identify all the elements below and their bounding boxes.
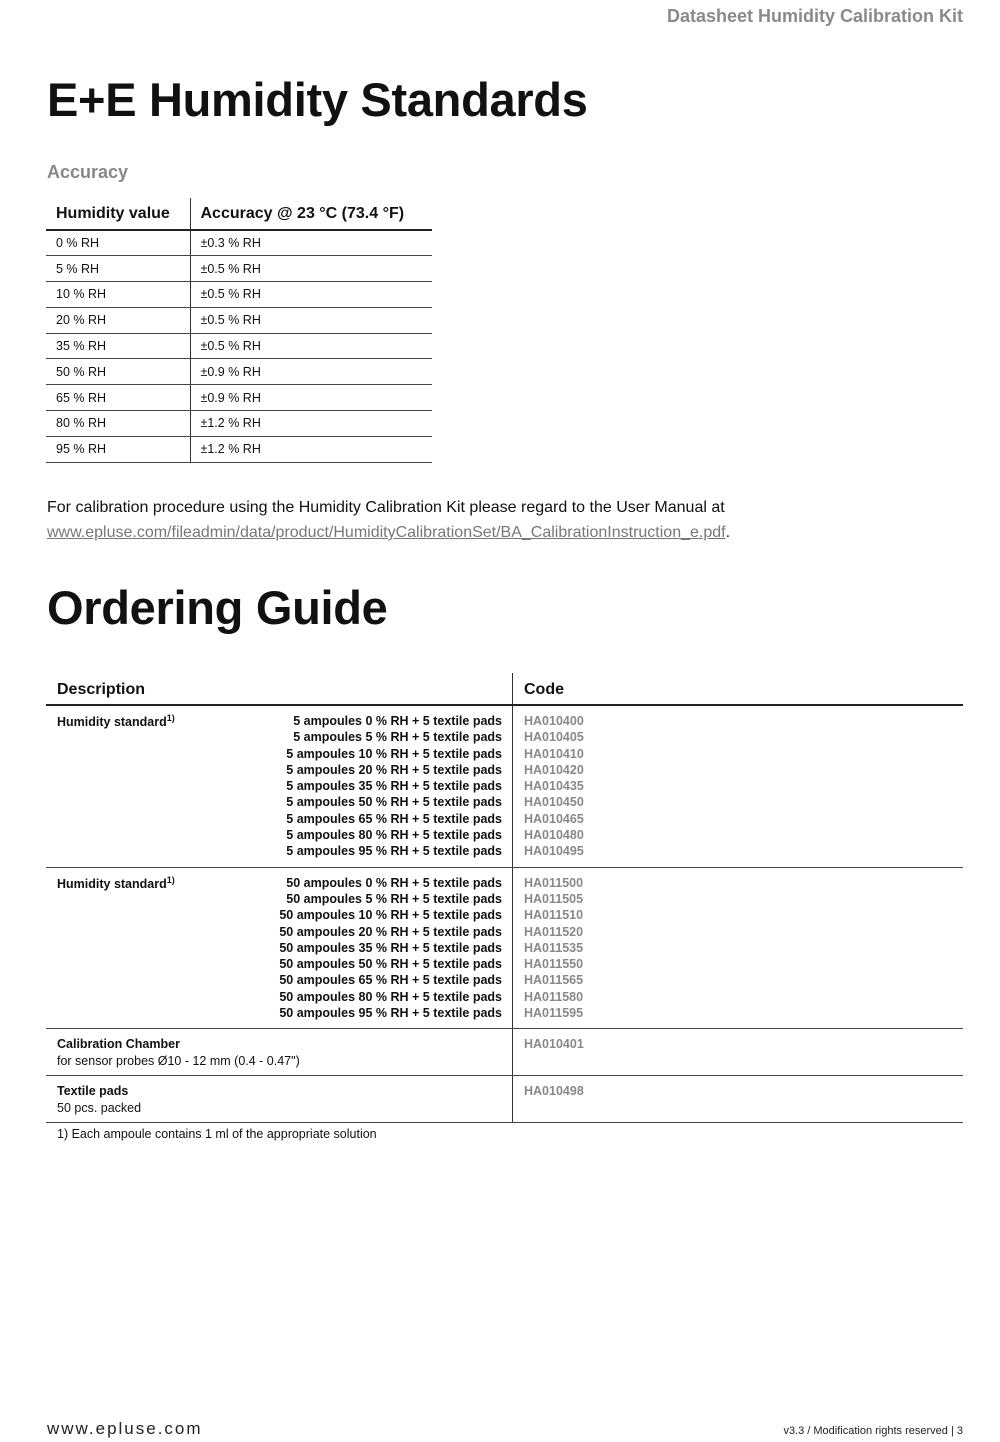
list-item: 50 ampoules 95 % RH + 5 textile pads <box>279 1006 502 1021</box>
order-code: HA011535 <box>524 940 584 955</box>
accuracy-subheading: Accuracy <box>47 162 129 182</box>
order-code: HA010450 <box>524 795 584 810</box>
order-code: HA010405 <box>524 730 584 745</box>
accuracy-cell: ±0.5 % RH <box>190 333 432 359</box>
group-label <box>57 713 175 729</box>
column-header-code: Code <box>524 681 564 698</box>
accuracy-table <box>46 198 432 463</box>
calibration-note <box>47 495 730 545</box>
humidity-value-cell: 5 % RH <box>46 256 190 282</box>
table-row <box>46 411 432 437</box>
accuracy-cell: ±0.5 % RH <box>190 307 432 333</box>
list-item: 5 ampoules 0 % RH + 5 textile pads <box>293 714 502 728</box>
humidity-value-cell: 35 % RH <box>46 333 190 359</box>
order-code: HA010420 <box>524 762 584 777</box>
accuracy-cell: ±0.5 % RH <box>190 256 432 282</box>
footer-version: v3.3 / Modification rights reserved | 3 <box>783 1425 963 1437</box>
footnote-marker: 1) <box>166 874 175 885</box>
calibration-note-text: For calibration procedure using the Humidity Calibration Kit please regard to the User Manual at <box>47 499 725 516</box>
footnote: 1) Each ampoule contains 1 ml of the appropriate solution <box>57 1127 377 1141</box>
order-code: HA010400 <box>524 714 584 728</box>
humidity-value-cell: 50 % RH <box>46 359 190 385</box>
list-item: 5 ampoules 10 % RH + 5 textile pads <box>286 746 502 761</box>
list-item: 50 ampoules 0 % RH + 5 textile pads <box>286 875 502 890</box>
pads-subtitle: 50 pcs. packed <box>57 1100 142 1115</box>
section-heading-ordering: Ordering Guide <box>47 581 388 634</box>
humidity-value-cell: 95 % RH <box>46 436 190 462</box>
order-code: HA011550 <box>524 957 584 972</box>
chamber-code: HA010401 <box>524 1037 584 1052</box>
list-item: 50 ampoules 10 % RH + 5 textile pads <box>279 908 502 923</box>
list-item: 5 ampoules 20 % RH + 5 textile pads <box>286 762 502 777</box>
column-header-description: Description <box>46 673 513 704</box>
accuracy-cell: ±0.9 % RH <box>190 385 432 411</box>
humidity-value-cell: 10 % RH <box>46 282 190 308</box>
list-item: 5 ampoules 80 % RH + 5 textile pads <box>286 828 502 843</box>
pads-code: HA010498 <box>524 1084 584 1099</box>
table-row-calibration-chamber <box>46 1029 963 1076</box>
table-row <box>46 385 432 411</box>
order-code: HA010410 <box>524 746 584 761</box>
table-row <box>46 282 432 308</box>
list-item: 50 ampoules 35 % RH + 5 textile pads <box>279 940 502 955</box>
order-code: HA011510 <box>524 908 584 923</box>
list-item: 5 ampoules 95 % RH + 5 textile pads <box>286 844 502 859</box>
table-row-humidity-standard <box>46 706 963 868</box>
list-item: 50 ampoules 65 % RH + 5 textile pads <box>279 973 502 988</box>
group-label-text: Humidity standard <box>57 715 167 730</box>
order-code: HA011505 <box>524 891 584 906</box>
list-item: 5 ampoules 50 % RH + 5 textile pads <box>286 795 502 810</box>
order-code: HA010465 <box>524 811 584 826</box>
document-header-title: Datasheet Humidity Calibration Kit <box>666 6 963 26</box>
column-header-accuracy: Accuracy @ 23 °C (73.4 °F) <box>190 198 432 230</box>
table-row-humidity-standard <box>46 868 963 1030</box>
accuracy-cell: ±1.2 % RH <box>190 436 432 462</box>
ordering-table <box>46 673 963 1123</box>
order-code: HA010435 <box>524 779 584 794</box>
table-row-textile-pads <box>46 1076 963 1123</box>
table-header-row <box>46 198 432 230</box>
footnote-marker: 1) <box>166 713 175 723</box>
list-item: 50 ampoules 50 % RH + 5 textile pads <box>279 957 502 972</box>
order-code: HA011565 <box>524 973 584 988</box>
section-heading-standards: E+E Humidity Standards <box>47 73 588 126</box>
note-end: . <box>725 524 731 541</box>
humidity-value-cell: 65 % RH <box>46 385 190 411</box>
chamber-title: Calibration Chamber <box>57 1037 180 1052</box>
list-item: 50 ampoules 80 % RH + 5 textile pads <box>279 989 502 1004</box>
list-item: 5 ampoules 5 % RH + 5 textile pads <box>293 730 502 745</box>
footer-website: www.epluse.com <box>47 1419 203 1438</box>
accuracy-cell: ±0.9 % RH <box>190 359 432 385</box>
order-code: HA011520 <box>524 924 584 939</box>
list-item: 5 ampoules 35 % RH + 5 textile pads <box>286 779 502 794</box>
accuracy-cell: ±0.3 % RH <box>190 230 432 256</box>
user-manual-link[interactable]: www.epluse.com/fileadmin/data/product/HumidityCalibrationSet/BA_CalibrationInstruction_e.pdf <box>47 524 726 541</box>
accuracy-cell: ±1.2 % RH <box>190 411 432 437</box>
group-label <box>57 875 175 891</box>
pads-title: Textile pads <box>57 1084 129 1099</box>
accuracy-cell: ±0.5 % RH <box>190 282 432 308</box>
ordering-header-row <box>46 673 963 706</box>
table-row <box>46 436 432 462</box>
table-row <box>46 230 432 256</box>
table-row <box>46 256 432 282</box>
humidity-value-cell: 20 % RH <box>46 307 190 333</box>
chamber-subtitle: for sensor probes Ø10 - 12 mm (0.4 - 0.47") <box>57 1053 300 1068</box>
group-label-text: Humidity standard <box>57 876 167 891</box>
humidity-value-cell: 0 % RH <box>46 230 190 256</box>
list-item: 50 ampoules 5 % RH + 5 textile pads <box>286 891 502 906</box>
table-row <box>46 359 432 385</box>
order-code: HA011580 <box>524 989 584 1004</box>
list-item: 50 ampoules 20 % RH + 5 textile pads <box>279 924 502 939</box>
order-code: HA011500 <box>524 875 584 890</box>
list-item: 5 ampoules 65 % RH + 5 textile pads <box>286 811 502 826</box>
humidity-value-cell: 80 % RH <box>46 411 190 437</box>
order-code: HA010495 <box>524 844 584 859</box>
order-code: HA011595 <box>524 1006 584 1021</box>
table-row <box>46 307 432 333</box>
column-header-humidity: Humidity value <box>46 198 190 230</box>
table-row <box>46 333 432 359</box>
order-code: HA010480 <box>524 828 584 843</box>
